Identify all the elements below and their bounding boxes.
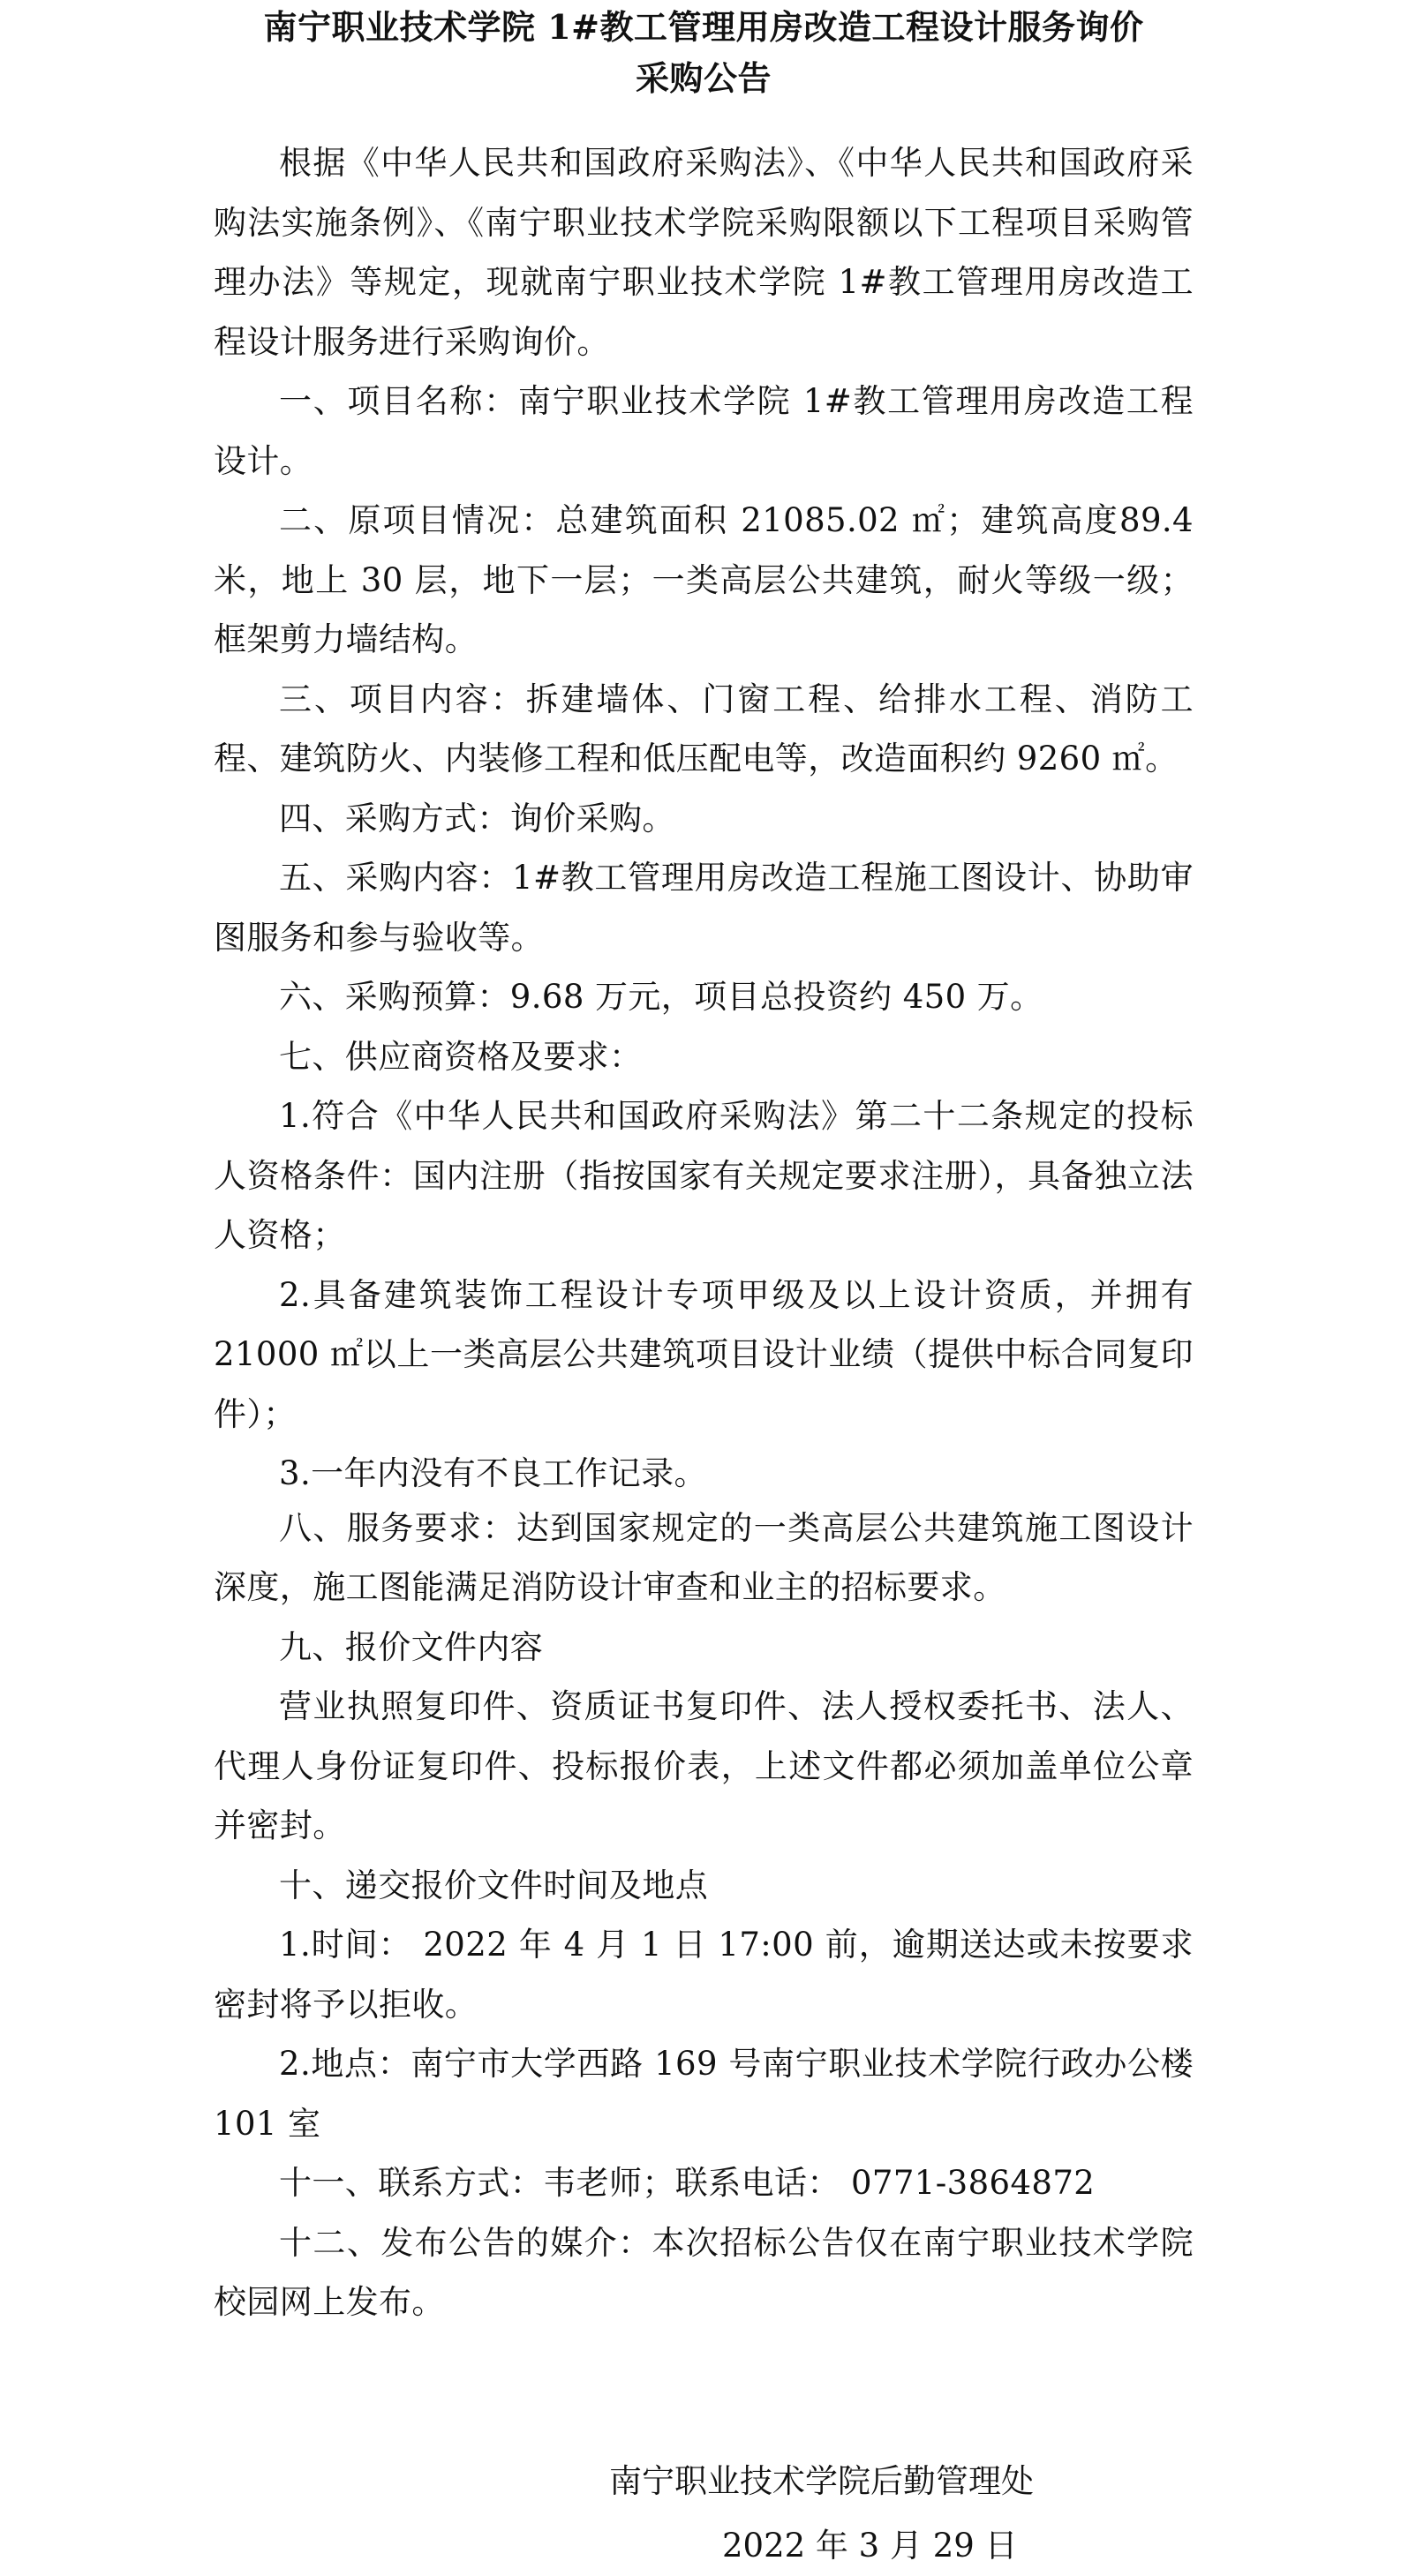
paragraph-procurement-method: 四、采购方式：询价采购。	[279, 799, 675, 837]
paragraph-qualification-1: 1.符合《中华人民共和国政府采购法》第二十二条规定的投标人资格条件：国内注册（指按国家有关规定要求注册），具备独立法人资格；	[214, 1097, 1194, 1254]
paragraph-contact: 十一、联系方式：韦老师；联系电话： 0771-3864872	[279, 2164, 1096, 2202]
paragraph-service-requirements: 八、服务要求：达到国家规定的一类高层公共建筑施工图设计深度，施工图能满足消防设计审查和业主的招标要求。	[214, 1508, 1194, 1606]
paragraph-procurement-content: 五、采购内容：1#教工管理用房改造工程施工图设计、协助审图服务和参与验收等。	[214, 859, 1194, 957]
notice-content	[214, 0, 1194, 2332]
signature-date: 2022 年 3 月 29 日	[722, 2527, 1018, 2565]
paragraph-quotation-content-heading: 九、报价文件内容	[279, 1627, 544, 1666]
paragraph-publication-media: 十二、发布公告的媒介：本次招标公告仅在南宁职业技术学院校园网上发布。	[214, 2223, 1194, 2321]
paragraph-quotation-content: 营业执照复印件、资质证书复印件、法人授权委托书、法人、代理人身份证复印件、投标报价表，上述文件都必须加盖单位公章并密封。	[214, 1687, 1194, 1844]
paragraph-qualification-3: 3.一年内没有不良工作记录。	[279, 1454, 707, 1492]
notice-title	[214, 0, 1194, 104]
paragraph-original-project: 二、原项目情况：总建筑面积 21085.02 ㎡；建筑高度89.4 米，地上 30 层，地下一层；一类高层公共建筑，耐火等级一级；框架剪力墙结构。	[214, 501, 1194, 658]
title-line-1: 南宁职业技术学院 1#教工管理用房改造工程设计服务询价	[263, 7, 1144, 47]
paragraph-project-name: 一、项目名称：南宁职业技术学院 1#教工管理用房改造工程设计。	[214, 382, 1194, 480]
paragraph-submission-place: 2.地点：南宁市大学西路 169 号南宁职业技术学院行政办公楼 101 室	[214, 2045, 1194, 2143]
paragraph-submission-heading: 十、递交报价文件时间及地点	[279, 1866, 709, 1904]
paragraph-budget: 六、采购预算：9.68 万元，项目总投资约 450 万。	[279, 978, 1043, 1016]
paragraph-qualification-2: 2.具备建筑装饰工程设计专项甲级及以上设计资质，并拥有 21000 ㎡以上一类高层公共建筑项目设计业绩（提供中标合同复印件）；	[214, 1275, 1194, 1433]
paragraph-project-content: 三、项目内容：拆建墙体、门窗工程、给排水工程、消防工程、建筑防火、内装修工程和低压配电等，改造面积约 9260 ㎡。	[214, 680, 1194, 777]
paragraph-supplier-qualifications: 七、供应商资格及要求：	[279, 1037, 643, 1076]
signature-organization: 南宁职业技术学院后勤管理处	[609, 2462, 1034, 2500]
paragraph-submission-time: 1.时间： 2022 年 4 月 1 日 17:00 前，逾期送达或未按要求密封将予以拒收。	[214, 1926, 1194, 2024]
title-line-2: 采购公告	[635, 58, 772, 98]
paragraph-intro: 根据《中华人民共和国政府采购法》、《中华人民共和国政府采购法实施条例》、《南宁职业技术学院采购限额以下工程项目采购管理办法》等规定，现就南宁职业技术学院 1#教工管理用房改造工程设计服务进行采购询价。	[214, 144, 1194, 361]
notice-body	[214, 133, 1194, 2332]
